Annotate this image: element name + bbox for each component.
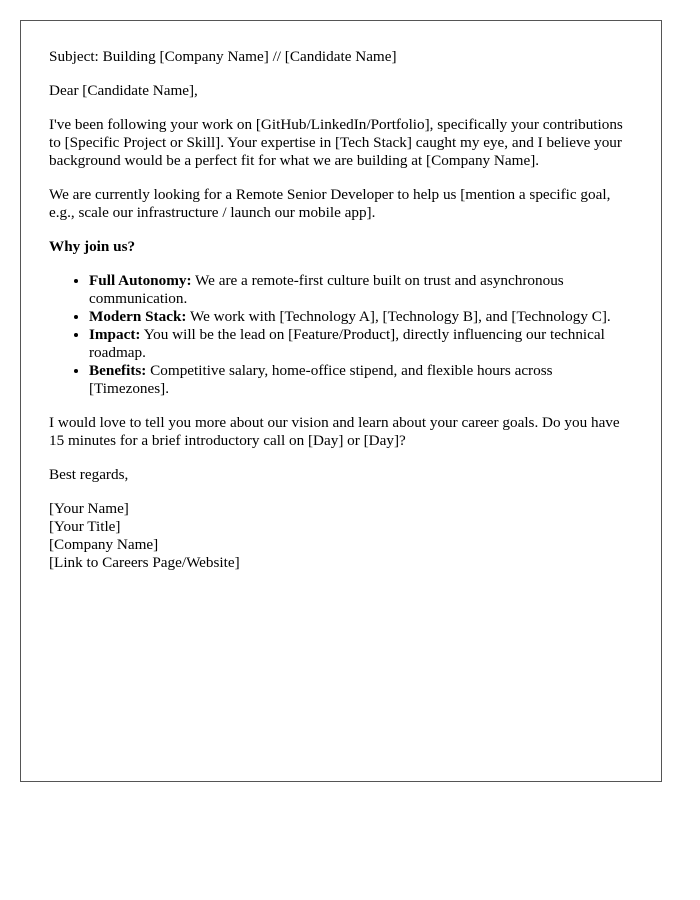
signature-name: [Your Name] bbox=[49, 500, 129, 517]
email-document bbox=[20, 20, 662, 782]
benefit-text: You will be the lead on [Feature/Product], directly influencing our technical roadmap. bbox=[89, 326, 605, 361]
signature-company: [Company Name] bbox=[49, 536, 159, 553]
signature-link: [Link to Careers Page/Website] bbox=[49, 554, 240, 571]
email-closing: Best regards, bbox=[49, 466, 129, 483]
list-item bbox=[89, 326, 633, 362]
email-signature bbox=[49, 500, 633, 572]
email-paragraph-intro: I've been following your work on [GitHub/LinkedIn/Portfolio], specifically your contributions to [Specific Project or Skill]. Your expertise in [Tech Stack] caught my eye, and I believe your background would be a perfect fit for what we are building at [Company Name]. bbox=[49, 116, 623, 169]
benefit-label: Impact: bbox=[89, 326, 141, 343]
benefit-label: Full Autonomy: bbox=[89, 272, 192, 289]
email-paragraph-call: I would love to tell you more about our vision and learn about your career goals. Do you have 15 minutes for a brief introductory call on [Day] or [Day]? bbox=[49, 414, 620, 449]
benefit-text: We work with [Technology A], [Technology B], and [Technology C]. bbox=[186, 308, 611, 325]
list-item bbox=[89, 272, 633, 308]
email-subject: Subject: Building [Company Name] // [Candidate Name] bbox=[49, 48, 397, 65]
email-greeting: Dear [Candidate Name], bbox=[49, 82, 198, 99]
why-join-heading: Why join us? bbox=[49, 238, 136, 255]
list-item bbox=[89, 308, 633, 326]
email-paragraph-role: We are currently looking for a Remote Senior Developer to help us [mention a specific goal, e.g., scale our infrastructure / launch our mobile app]. bbox=[49, 186, 611, 221]
benefit-text: Competitive salary, home-office stipend, and flexible hours across [Timezones]. bbox=[89, 362, 553, 397]
benefit-label: Benefits: bbox=[89, 362, 147, 379]
list-item bbox=[89, 362, 633, 398]
signature-title: [Your Title] bbox=[49, 518, 121, 535]
benefit-label: Modern Stack: bbox=[89, 308, 187, 325]
benefit-text: We are a remote-first culture built on trust and asynchronous communication. bbox=[89, 272, 564, 307]
benefits-list bbox=[49, 272, 633, 398]
